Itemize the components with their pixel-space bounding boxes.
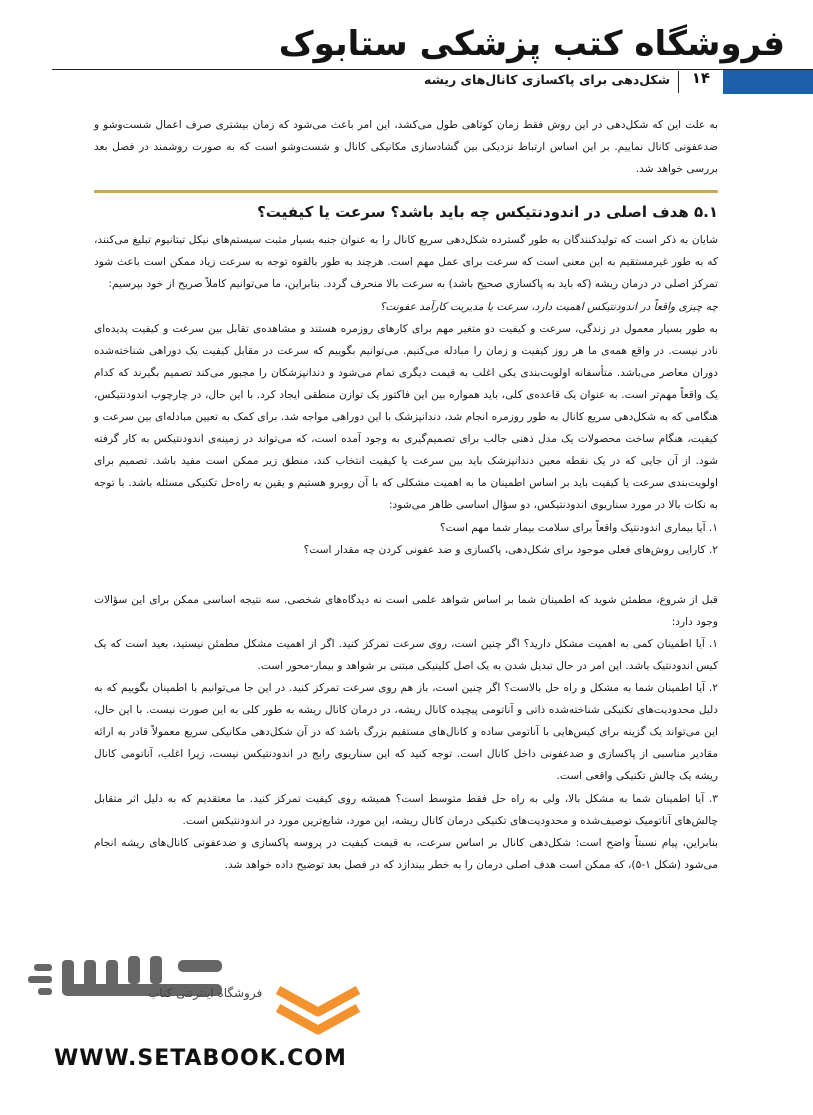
section-heading: ۵.۱ هدف اصلی در اندودنتیکس چه باید باشد؟ سرعت یا کیفیت؟ [257,203,718,222]
section-paragraph: بنابراین، پیام نسبتاً واضح است: شکل‌دهی کانال بر اساس سرعت، به قیمت کیفیت در پروسه پاکسازی و ضدعفونی کانال‌های ریشه انجام می‌شود (شکل ۱-۵)، که ممکن است هدف اصلی درمان را به خطر بیندازد که در فصل بعد توضیح داده خواهد شد. [94,836,718,871]
header-separator [678,71,679,93]
section-divider [94,190,718,193]
answer-item: ۲. آیا اطمینان شما به مشکل و راه حل بالاست؟ اگر چنین است، باز هم روی سرعت تمرکز کنید. در این جا می‌توانیم با اطمینان بگوییم که به دلیل محدودیت‌های تکنیکی شناخته‌شده ذاتی و آناتومی پیچیده کانال ریشه، در درمان کانال ریشه به طور کلی به این صورت نیست. با این حال، این می‌تواند یک گزینه برای کیس‌هایی با آناتومی ساده و کانال‌های مستقیم بزرگ باشد که در آن شکل‌دهی مکانیکی سریع معمولاً قادر به ارائه مقادیر مناسبی از پاکسازی و ضدعفونی داخل کانال است. توجه کنید که این سناریوی رایج در اندودنتیکس نیست، زیرا اغلب، آناتومی کانال ریشه یک چالش تکنیکی واقعی است. [94,682,718,783]
intro-paragraph: به علت این که شکل‌دهی در این روش فقط زمان کوتاهی طول می‌کشد، این امر باعث می‌شود که زمان بیشتری صرف اعمال شست‌وشو و ضدعفونی کانال نماییم. بر این اساس ارتباط نزدیکی بین گشادسازی مکانیکی کانال و شست‌وشو است که به صورت روشمند در فصل بعد بررسی خواهد شد. [94,119,718,176]
answer-item: ۱. آیا اطمینان کمی به اهمیت مشکل دارید؟ اگر چنین است، روی سرعت تمرکز کنید. اگر از اهمیت مشکل مطمئن نیستید، بعید است که یک کیس اندودنتیک باشد. این امر در حال تبدیل شدن به یک اصل کلینیکی مبتنی بر شواهد و بیمار-محور است. [94,637,718,672]
question-item: ۲. کارایی روش‌های فعلی موجود برای شکل‌دهی، پاکسازی و ضد عفونی کردن چه مقدار است؟ [303,543,718,556]
website-url: WWW.SETABOOK.COM [54,1046,347,1071]
logo-tagline: فروشگاه اینترنتی کتاب [148,986,263,1000]
question-item: ۱. آیا بیماری اندودنتیک واقعاً برای سلامت بیمار شما مهم است؟ [440,521,718,534]
question-quote: چه چیزی واقعاً در اندودنتیکس اهمیت دارد، سرعت یا مدیریت کارآمد عفونت؟ [379,300,718,313]
answer-item: ۳. آیا اطمینان شما به مشکل بالا، ولی به راه حل فقط متوسط است؟ همیشه روی کیفیت تمرکز کنید. ما معتقدیم که به دلیل اثر متقابل چالش‌های آناتومیک توصیف‌شده و محدودیت‌های تکنیکی درمان کانال ریشه، این مورد، شایع‌ترین مورد در اندودنتیکس است. [94,792,718,827]
page-number: ۱۴ [691,69,710,87]
header-accent-bar [723,70,813,94]
section-paragraph: شایان به ذکر است که تولیدکنندگان به طور گسترده شکل‌دهی سریع کانال را به عنوان جنبه بسیار مثبت سیستم‌های نیکل تیتانیوم تبلیغ می‌کنند، که به طور غیرمستقیم به این معنی است که سرعت برای عمل مهم است. هرچند به طور بالقوه توجه به سرعت زیاد ممکن است باعث شود تمرکز اصلی در درمان ریشه (که باید به پاکسازی صحیح باشد) به سرعت بالا منحرف گردد. بنابراین، ما می‌توانیم کاملاً صریح از خود بپرسیم: [94,234,718,291]
setabook-logo [28,950,388,1046]
section-paragraph: قبل از شروع، مطمئن شوید که اطمینان شما بر اساس شواهد علمی است نه دیدگاه‌های شخصی. سه نتیجه اساسی ممکن برای این سؤالات وجود دارد: [94,593,718,628]
section-paragraph: به طور بسیار معمول در زندگی، سرعت و کیفیت دو متغیر مهم برای کارهای روزمره هستند و مشاهده‌ی تقابل بین سرعت و کیفیت پدیده‌ای نادر نیست. در واقع همه‌ی ما هر روز کیفیت و زمان را مبادله می‌کنیم. می‌توانیم بگوییم که سرعت در مقابل کیفیت یک دوراهی شناخته‌شده دوران معاصر می‌باشد. متأسفانه اولویت‌بندی یکی اغلب به قیمت دیگری تمام می‌شود و دندانپزشکان را مجبور می‌کند تصمیم بگیرند که کدام یک واقعاً مهم‌تر است. به عنوان یک قاعده‌ی کلی، باید همواره بین این فاکتور یک توازن منطقی ایجاد کرد. با این حال، در چارچوب اندودنتیکس، هنگامی که به شکل‌دهی سریع کانال به طور روزمره انجام شد، دندانپزشک با این دوراهی مواجه شد. برای کمک به تعیین مبادله‌ای بین سرعت و کیفیت، هنگام ساخت محصولات یک مدل ذهنی جالب برای تصمیم‌گیری به وجود آمده است، که می‌تواند در زمینه‌ی اندودنتیکس به کار گرفته شود. از آن جایی که در یک نقطه معین دندانپزشک باید بین سرعت یا کیفیت انتخاب کند، منطق زیر ممکن است مفید باشد. تصمیم برای اولویت‌بندی سرعت یا کیفیت باید بر اساس اطمینان ما به اهمیت مشکلی که با آن روبرو هستیم و یقین به راه‌حل تکنیکی مسئله باشد. با توجه به نکات بالا در مورد سناریوی اندودنتیکس، دو سؤال اساسی ظاهر می‌شود: [94,322,718,512]
page-content [94,114,718,876]
chapter-title: شکل‌دهی برای پاکسازی کانال‌های ریشه [424,72,670,87]
store-title: فروشگاه کتب پزشکی ستابوک [278,24,785,64]
